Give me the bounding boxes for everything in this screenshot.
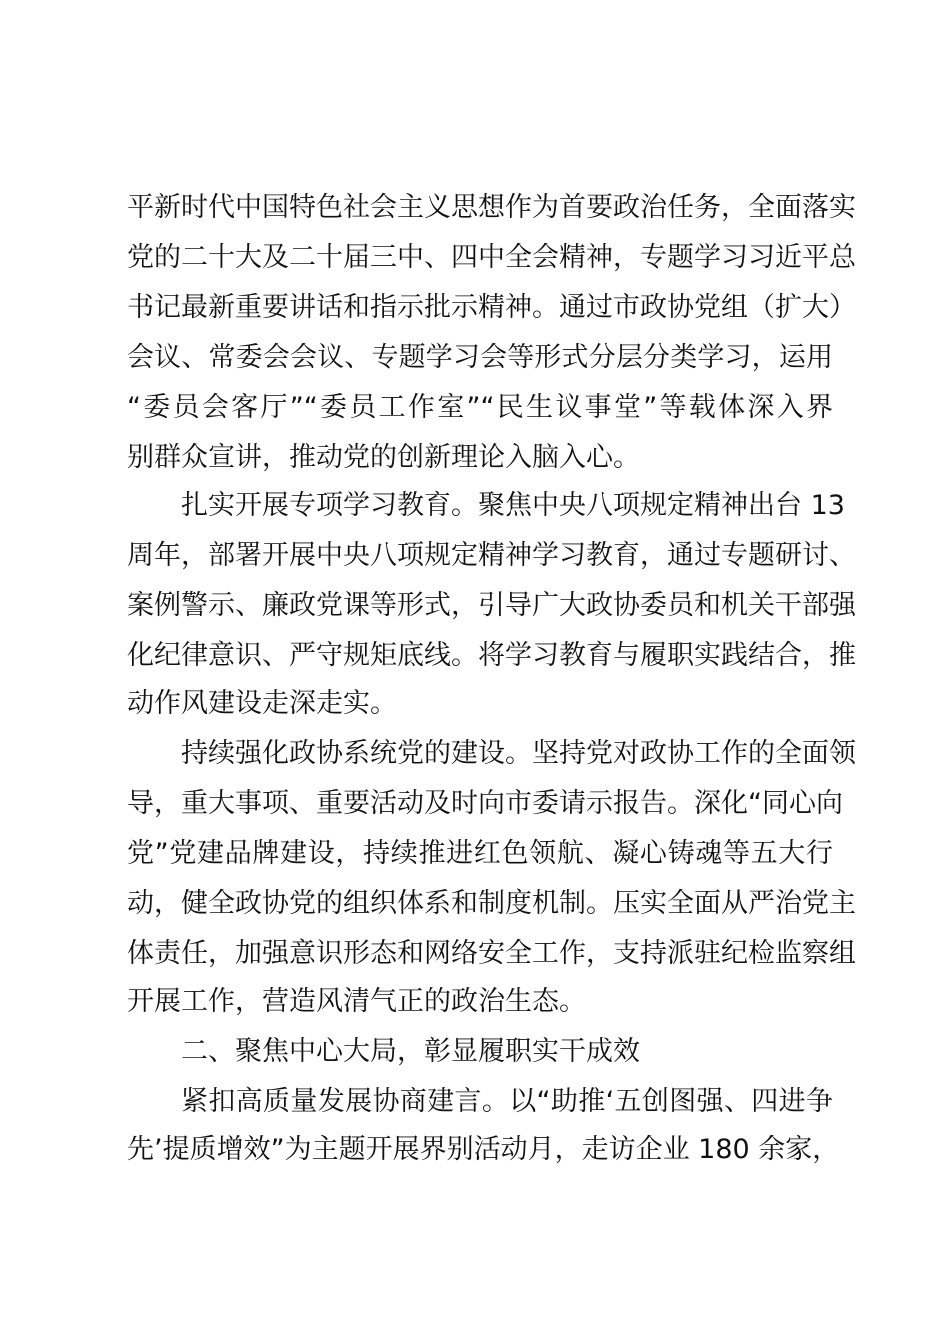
text-line: 体责任，加强意识形态和网络安全工作，支持派驻纪检监察组 [127,938,856,969]
text-line: 会议、常委会会议、专题学习会等形式分层分类学习，运用 [127,342,833,373]
text-line: 党的二十大及二十届三中、四中全会精神，专题学习习近平总 [127,242,856,273]
text-line: 扎实开展专项学习教育。聚焦中央八项规定精神出台 13 [181,490,845,521]
text-line: 紧扣高质量发展协商建言。以“助推‘五创图强、四进争 [181,1086,833,1117]
text-line: 开展工作，营造风清气正的政治生态。 [127,986,586,1017]
text-line: 案例警示、廉政党课等形式，引导广大政协委员和机关干部强 [127,590,856,621]
text-line: 动，健全政协党的组织体系和制度机制。压实全面从严治党主 [127,888,856,919]
text-line: 别群众宣讲，推动党的创新理论入脑入心。 [127,442,640,473]
text-line: “委员会客厅”“委员工作室”“民生议事堂”等载体深入界 [127,392,833,423]
text-line: 党”党建品牌建设，持续推进红色领航、凝心铸魂等五大行 [127,838,833,869]
text-line: 化纪律意识、严守规矩底线。将学习教育与履职实践结合，推 [127,640,856,671]
text-line: 周年，部署开展中央八项规定精神学习教育，通过专题研讨、 [127,540,856,571]
text-line: 书记最新重要讲话和指示批示精神。通过市政协党组（扩大） [127,292,856,323]
text-line: 导，重大事项、重要活动及时向市委请示报告。深化“同心向 [127,788,843,819]
text-line: 平新时代中国特色社会主义思想作为首要政治任务，全面落实 [127,192,856,223]
text-line: 动作风建设走深走实。 [127,688,397,719]
text-line: 持续强化政协系统党的建设。坚持党对政协工作的全面领 [181,738,856,769]
heading-text: 二、聚焦中心大局，彰显履职实干成效 [181,1036,640,1067]
text-line: 先’提质增效”为主题开展界别活动月，走访企业 180 余家， [127,1134,840,1165]
